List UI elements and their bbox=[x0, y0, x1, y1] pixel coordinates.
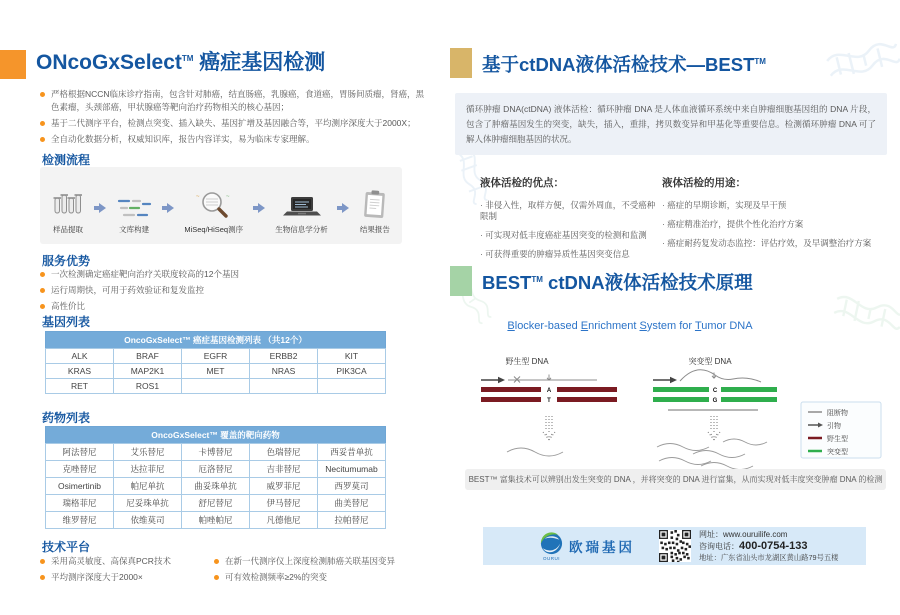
report-clipboard-icon bbox=[362, 188, 387, 220]
wild-base-top: A bbox=[546, 388, 552, 394]
mutant-type-label: 突变型 DNA bbox=[688, 357, 732, 366]
table-row bbox=[46, 379, 386, 394]
flow-step bbox=[52, 188, 84, 235]
platform-bullets-right bbox=[214, 555, 429, 587]
company-name-en: OURUI bbox=[543, 555, 560, 561]
table-cell: 克唑替尼 bbox=[46, 461, 114, 478]
table-cell: 拉帕替尼 bbox=[318, 512, 386, 529]
bullet-dot-icon bbox=[40, 272, 45, 277]
bullet-dot-icon bbox=[40, 304, 45, 309]
subtitle-part: S bbox=[639, 320, 647, 332]
gene-table-title: OncoGxSelect™ 癌症基因检测列表 （共12个） bbox=[45, 331, 386, 348]
qr-code-icon bbox=[659, 530, 691, 562]
table-cell: 达拉菲尼 bbox=[114, 461, 182, 478]
bullet-text: 运行周期快，可用于药效验证和复发监控 bbox=[51, 285, 205, 295]
best-summary-text: BEST™ 富集技术可以辨别出发生突变的 DNA ，并将突变的 DNA 进行富集，从而实现对低丰度突变肿瘤 DNA 的检测 bbox=[468, 475, 883, 484]
table-cell: 卡博替尼 bbox=[182, 444, 250, 461]
bullet-text: 在新一代测序仪上深度检测肺癌关联基因变异 bbox=[225, 556, 396, 566]
legend-label: 突变型 bbox=[827, 449, 848, 456]
website-line: 网址：www.ouruilife.com bbox=[699, 529, 788, 539]
trademark-mark: TM bbox=[754, 56, 766, 66]
table-cell: 西罗莫司 bbox=[318, 478, 386, 495]
table-cell: KRAS bbox=[46, 364, 114, 379]
ourui-globe-logo-icon bbox=[539, 531, 564, 556]
table-cell: 瑞格菲尼 bbox=[46, 495, 114, 512]
sequencing-magnifier-icon bbox=[195, 188, 233, 220]
company-logo bbox=[539, 531, 564, 562]
liquid-biopsy-pros bbox=[480, 175, 658, 268]
section-heading-drugs: 药物列表 bbox=[42, 411, 91, 425]
bullet-dot-icon bbox=[40, 92, 45, 97]
svg-text:~: ~ bbox=[225, 194, 230, 200]
table-cell: Necitumumab bbox=[318, 461, 386, 478]
table-cell: 艾乐替尼 bbox=[114, 444, 182, 461]
table-cell: KIT bbox=[318, 349, 386, 364]
bullet-dot-icon bbox=[40, 559, 45, 564]
diagram-legend bbox=[801, 402, 881, 458]
website-url: www.ouruilife.com bbox=[723, 529, 788, 539]
company-name: 欧瑞基因 bbox=[569, 540, 635, 555]
subtitle-part: E bbox=[580, 320, 589, 332]
bullet-item bbox=[40, 284, 420, 297]
list-item: · 可实现对低丰度癌症基因突变的检测和监测 bbox=[480, 230, 658, 241]
table-row bbox=[46, 349, 386, 364]
table-cell bbox=[250, 379, 318, 394]
flow-step bbox=[184, 188, 243, 235]
list-item: · 可获得重要的肿瘤异质性基因突变信息 bbox=[480, 249, 658, 260]
table-cell: 依维莫司 bbox=[114, 512, 182, 529]
process-flow bbox=[40, 167, 402, 244]
binding-tick-icon bbox=[547, 375, 551, 381]
bullet-dot-icon bbox=[40, 121, 45, 126]
table-cell: 吉非替尼 bbox=[250, 461, 318, 478]
pros-list bbox=[480, 200, 658, 260]
table-cell: 帕尼单抗 bbox=[114, 478, 182, 495]
best-acronym-subtitle bbox=[505, 320, 755, 332]
flow-step-label: 生物信息学分析 bbox=[275, 225, 328, 234]
dotted-down-arrow-icon bbox=[708, 416, 720, 440]
ctdna-intro-paragraph: 循环肿瘤 DNA(ctDNA) 液体活检：循环肿瘤 DNA 是人体血液循环系统中来自肿瘤细胞基因组的 DNA 片段，包含了肿瘤基因发生的突变，缺失，插入，重排，拷贝数变异和甲基化等重要信息。检测循环肿瘤 DNA 可了解人体肿瘤细胞基因的状况。 bbox=[455, 93, 887, 155]
table-cell: 曲美替尼 bbox=[318, 495, 386, 512]
table-row bbox=[46, 364, 386, 379]
table-cell: 凡德他尼 bbox=[250, 512, 318, 529]
principle-title-pre: BEST bbox=[482, 272, 532, 293]
table-row bbox=[46, 495, 386, 512]
address-text: 广东省汕头市龙湖区黄山路79号五楼 bbox=[720, 553, 839, 563]
unbound-blocker-curve bbox=[680, 370, 761, 382]
gene-table bbox=[45, 331, 386, 394]
table-cell: ALK bbox=[46, 349, 114, 364]
drug-table bbox=[45, 426, 386, 529]
mutant-base-top: C bbox=[712, 388, 718, 394]
pros-heading: 液体活检的优点： bbox=[480, 177, 564, 189]
table-row bbox=[46, 444, 386, 461]
table-cell: 阿法替尼 bbox=[46, 444, 114, 461]
section-heading-platform: 技术平台 bbox=[42, 540, 91, 554]
bullet-dot-icon bbox=[40, 288, 45, 293]
phone-line: 咨询电话：400-0754-133 bbox=[699, 539, 808, 552]
list-item: · 癌症耐药复发动态监控：评估疗效，及早调整治疗方案 bbox=[662, 238, 887, 249]
section-heading-genes: 基因列表 bbox=[42, 315, 91, 329]
bullet-item bbox=[40, 571, 212, 584]
table-cell: MAP2K1 bbox=[114, 364, 182, 379]
table-cell: NRAS bbox=[250, 364, 318, 379]
flow-step bbox=[360, 188, 390, 235]
best-summary-banner bbox=[465, 469, 886, 490]
bullet-text: 严格根据NCCN临床诊疗指南，包含针对肺癌，结直肠癌，乳腺癌，食道癌，胃肠间质瘤，肾癌，黑色素瘤，头颈部癌，甲状腺癌等靶向治疗药物相关的核心基因； bbox=[51, 89, 425, 112]
table-cell: 色瑞替尼 bbox=[250, 444, 318, 461]
flow-step-label: MiSeq/HiSeq测序 bbox=[184, 225, 244, 234]
left-page-title bbox=[36, 46, 325, 76]
bullet-text: 平均测序深度大于2000× bbox=[51, 572, 143, 582]
phone-number: 400-0754-133 bbox=[739, 539, 808, 552]
section-heading-advantages: 服务优势 bbox=[42, 254, 91, 268]
principle-section-title bbox=[482, 269, 753, 295]
table-cell: PIK3CA bbox=[318, 364, 386, 379]
bullet-text: 全自动化数据分析，权威知识库，报告内容详实，易为临床专家理解。 bbox=[51, 134, 315, 144]
title-rest: 癌症基因检测 bbox=[193, 51, 326, 74]
bullet-item bbox=[40, 555, 212, 568]
library-fragments-icon bbox=[116, 188, 152, 220]
table-cell: RET bbox=[46, 379, 114, 394]
primer-arrow-icon bbox=[498, 377, 505, 383]
bullet-dot-icon bbox=[40, 137, 45, 142]
list-item: · 癌症的早期诊断，实现及早干预 bbox=[662, 200, 887, 211]
dotted-down-arrow-icon bbox=[543, 416, 555, 440]
uses-heading: 液体活检的用途： bbox=[662, 177, 746, 189]
table-cell: ERBB2 bbox=[250, 349, 318, 364]
table-row bbox=[46, 478, 386, 495]
table-cell: Osimertinib bbox=[46, 478, 114, 495]
list-item: · 非侵入性，取样方便，仅需外周血，不受癌种限制 bbox=[480, 200, 658, 222]
flow-arrow-icon bbox=[337, 203, 350, 213]
flow-step bbox=[275, 188, 328, 235]
liquid-biopsy-uses bbox=[662, 175, 887, 257]
flow-arrow-icon bbox=[253, 203, 266, 213]
subtitle-part: umor DNA bbox=[701, 320, 753, 332]
amplified-dna-squiggle bbox=[507, 448, 563, 456]
table-cell: MET bbox=[182, 364, 250, 379]
subtitle-part: ystem for bbox=[646, 320, 695, 332]
bullet-dot-icon bbox=[214, 575, 219, 580]
best-title-accent-block bbox=[450, 48, 472, 78]
dna-watermark-icon bbox=[829, 289, 900, 342]
bullet-text: 高性价比 bbox=[51, 301, 86, 311]
bullet-item bbox=[40, 268, 420, 281]
table-cell: 舒尼替尼 bbox=[182, 495, 250, 512]
table-cell: ROS1 bbox=[114, 379, 182, 394]
table-row bbox=[46, 461, 386, 478]
table-cell: BRAF bbox=[114, 349, 182, 364]
table-cell: EGFR bbox=[182, 349, 250, 364]
wild-base-bottom: T bbox=[547, 398, 551, 404]
best-title-text: 基于ctDNA液体活检技术—BEST bbox=[482, 54, 755, 75]
mutant-base-bottom: G bbox=[712, 398, 718, 404]
brand-name: ONcoGxSelect bbox=[36, 51, 182, 74]
table-row bbox=[46, 512, 386, 529]
left-title-accent-block bbox=[0, 50, 26, 79]
bullet-item bbox=[40, 133, 432, 146]
bullet-text: 可有效检测频率≥2%的突变 bbox=[225, 572, 327, 582]
table-cell: 尼妥珠单抗 bbox=[114, 495, 182, 512]
table-cell: 伊马替尼 bbox=[250, 495, 318, 512]
primer-arrow-icon bbox=[670, 377, 677, 383]
enriched-dna-squiggles bbox=[657, 439, 767, 469]
subtitle-part: nrichment bbox=[588, 320, 640, 332]
wild-type-label: 野生型 DNA bbox=[505, 357, 549, 366]
advantages-bullet-list bbox=[40, 268, 420, 316]
list-item: · 癌症精准治疗，提供个性化治疗方案 bbox=[662, 219, 887, 230]
legend-label: 野生型 bbox=[827, 436, 848, 443]
bullet-item bbox=[40, 117, 432, 130]
flow-step-label: 结果报告 bbox=[359, 225, 390, 234]
table-cell: 威罗菲尼 bbox=[250, 478, 318, 495]
flow-arrow-icon bbox=[162, 203, 175, 213]
best-section-title bbox=[482, 51, 766, 77]
bullet-dot-icon bbox=[214, 559, 219, 564]
subtitle-part: locker-based bbox=[514, 320, 581, 332]
platform-bullets-left bbox=[40, 555, 212, 587]
table-cell: 西妥昔单抗 bbox=[318, 444, 386, 461]
flow-step bbox=[116, 188, 152, 235]
subtitle-part: B bbox=[507, 320, 515, 332]
bullet-item bbox=[40, 300, 420, 313]
table-cell: 曲妥珠单抗 bbox=[182, 478, 250, 495]
intro-bullet-list bbox=[40, 88, 432, 149]
address-line: 地址：广东省汕头市龙湖区黄山路79号五楼 bbox=[699, 553, 839, 563]
subtitle-part: T bbox=[694, 320, 702, 332]
best-principle-diagram bbox=[465, 350, 886, 469]
bullet-item bbox=[40, 88, 432, 114]
sample-tubes-icon bbox=[52, 188, 84, 220]
footer-bar bbox=[483, 527, 866, 565]
bullet-text: 一次检测确定癌症靶向治疗关联度较高的12个基因 bbox=[51, 269, 239, 279]
trademark-mark: TM bbox=[181, 54, 194, 63]
uses-list bbox=[662, 200, 887, 249]
bullet-text: 基于二代测序平台，检测点突变、插入缺失、基因扩增及基因融合等，平均测序深度大于2000X； bbox=[51, 118, 416, 128]
section-heading-process: 检测流程 bbox=[42, 153, 91, 167]
table-cell bbox=[182, 379, 250, 394]
flow-arrow-icon bbox=[94, 203, 107, 213]
bioinformatics-laptop-icon bbox=[282, 188, 322, 220]
flow-step-label: 样品提取 bbox=[53, 225, 83, 234]
drug-table-title: OncoGxSelect™ 覆盖的靶向药物 bbox=[45, 426, 386, 443]
principle-title-accent-block bbox=[450, 266, 472, 296]
bullet-item bbox=[214, 571, 429, 584]
dna-watermark-icon bbox=[822, 33, 900, 91]
table-cell: 厄洛替尼 bbox=[182, 461, 250, 478]
svg-text:~: ~ bbox=[195, 194, 200, 200]
flow-step-label: 文库构建 bbox=[119, 225, 150, 234]
trademark-mark: TM bbox=[531, 274, 543, 284]
bullet-text: 采用高灵敏度、高保真PCR技术 bbox=[51, 556, 171, 566]
table-cell: 维罗替尼 bbox=[46, 512, 114, 529]
legend-label: 引物 bbox=[827, 423, 841, 430]
legend-label: 阻断物 bbox=[827, 410, 848, 417]
principle-title-rest: ctDNA液体活检技术原理 bbox=[542, 272, 753, 293]
table-cell: 帕唑帕尼 bbox=[182, 512, 250, 529]
contact-info bbox=[699, 530, 838, 563]
bullet-item bbox=[214, 555, 429, 568]
bullet-dot-icon bbox=[40, 575, 45, 580]
table-cell bbox=[318, 379, 386, 394]
